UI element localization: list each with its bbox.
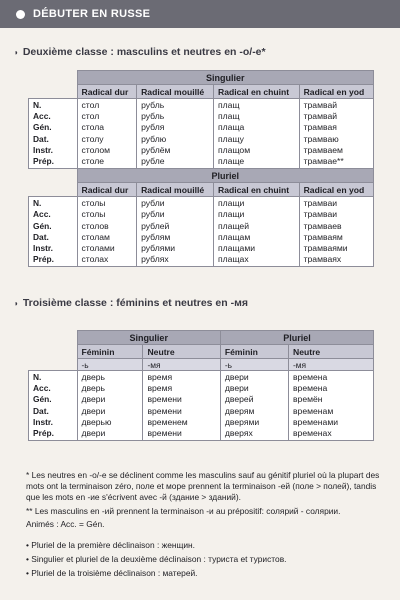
header-bar (0, 0, 400, 28)
ending-cell: -мя (288, 359, 373, 371)
case-labels-column: N. Acc. Gén. Dat. Instr. Prép. (29, 197, 78, 267)
cells-column: трамваи трамваи трамваев трамваям трамваями трамваях (299, 197, 373, 267)
declension-table-3rd (28, 330, 374, 441)
col-header: Radical mouillé (137, 85, 214, 99)
col-header: Féminin (220, 345, 288, 359)
cells-column: рубль рубль рубля рублю рублём рубле (137, 99, 214, 169)
col-header: Radical en chuint (214, 183, 300, 197)
bullet-item: • Singulier et pluriel de la deuxième déclinaison : туриста et туристов. (26, 554, 287, 565)
ending-cell: -мя (143, 359, 220, 371)
col-header: Féminin (77, 345, 143, 359)
cells-column: дверь дверь двери двери дверью двери (77, 371, 143, 441)
cells-column: стол стол стола столу столом столе (77, 99, 137, 169)
section2-title-text: Troisième classe : féminins et neutres en -мя (22, 297, 248, 309)
col-header: Radical dur (77, 85, 137, 99)
section2-title (14, 297, 248, 309)
col-header: Radical dur (77, 183, 137, 197)
ending-cell: -ь (77, 359, 143, 371)
col-header: Radical mouillé (137, 183, 214, 197)
cells-column: рубли рубли рублей рублям рублями рублях (137, 197, 214, 267)
cells-column: время время времени времени временем времени (143, 371, 220, 441)
case-labels-column: N. Acc. Gén. Dat. Instr. Prép. (29, 99, 78, 169)
plural-header: Pluriel (220, 331, 373, 345)
animes-note: Animés : Acc. = Gén. (26, 518, 105, 529)
arrow-icon: ◗ (14, 298, 19, 308)
case-labels-column: N. Acc. Gén. Dat. Instr. Prép. (29, 371, 78, 441)
note-1: * Les neutres en -о/-е se déclinent comme les masculins sauf au génitif pluriel où la plupart des mots ont la terminaison zéro, поле et море prennent la terminaison -ей (поле > полей), tandis que les mots en -ие s'écrivent avec -й (здание > зданий). (26, 470, 380, 503)
cells-column: времена времена времён временам временами временах (288, 371, 373, 441)
ending-cell: -ь (220, 359, 288, 371)
declension-table-2nd (28, 70, 374, 267)
cells-column: столы столы столов столам столами столах (77, 197, 137, 267)
plural-header: Pluriel (77, 169, 374, 183)
col-header: Radical en yod (299, 85, 373, 99)
bullet-item: • Pluriel de la première déclinaison : женщин. (26, 540, 196, 551)
col-header: Neutre (143, 345, 220, 359)
note-2: ** Les masculins en -ий prennent la terminaison -и au prépositif: солярий - солярии. (26, 505, 341, 516)
singular-header: Singulier (77, 331, 220, 345)
header-title: DÉBUTER EN RUSSE (33, 8, 151, 20)
cells-column: двери двери дверей дверям дверями дверях (220, 371, 288, 441)
arrow-icon: ◗ (14, 47, 19, 57)
cells-column: трамвай трамвай трамвая трамваю трамваем трамвае** (299, 99, 373, 169)
section1-title (14, 46, 400, 58)
bullet-icon (16, 10, 25, 19)
notes-block (26, 470, 386, 583)
col-header: Radical en chuint (214, 85, 300, 99)
cells-column: плащ плащ плаща плащу плащом плаще (214, 99, 300, 169)
col-header: Neutre (288, 345, 373, 359)
bullet-item: • Pluriel de la troisième déclinaison : матерей. (26, 568, 198, 579)
singular-header: Singulier (77, 71, 374, 85)
col-header: Radical en yod (299, 183, 373, 197)
cells-column: плащи плащи плащей плащам плащами плащах (214, 197, 300, 267)
bullet-list (26, 540, 386, 580)
section1-title-text: Deuxième classe : masculins et neutres en -о/-е* (22, 46, 266, 58)
